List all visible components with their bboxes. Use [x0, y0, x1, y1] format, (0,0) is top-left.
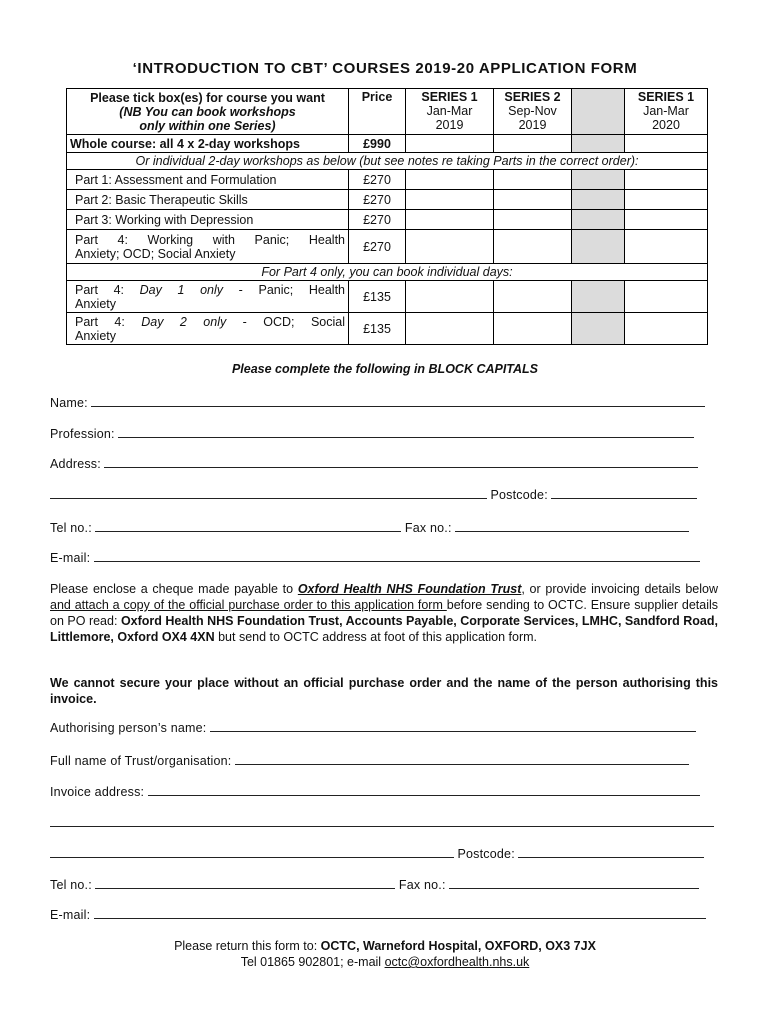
block-capitals-instruction: Please complete the following in BLOCK CAPITALS	[231, 362, 539, 376]
invoice-postcode-field[interactable]	[50, 846, 716, 862]
series-header-3	[625, 89, 708, 135]
supplier-details: Oxford Health NHS Foundation Trust, Accounts Payable, Corporate Services, LMHC, Sandford Road, Littlemore, Oxford OX4 4XN	[50, 614, 718, 644]
tick-box[interactable]	[625, 190, 708, 210]
whole-course-label: Whole course: all 4 x 2-day workshops	[67, 135, 349, 153]
invoice-tel-line[interactable]	[95, 877, 395, 889]
profession-label: Profession:	[50, 427, 115, 441]
profession-line[interactable]	[118, 426, 694, 438]
payment-instructions	[50, 581, 718, 645]
address-label: Address:	[50, 457, 101, 471]
day-topic: - Panic; Health	[223, 282, 346, 297]
invoice-tel-label: Tel no.:	[50, 878, 92, 892]
tick-box[interactable]	[625, 230, 708, 264]
header-line-3: only within one Series)	[139, 118, 276, 133]
series-name: SERIES 1	[421, 90, 478, 104]
tick-box[interactable]	[494, 135, 572, 153]
table-row	[67, 230, 708, 264]
return-label: Please return this form to:	[174, 939, 321, 953]
shaded-cell	[572, 210, 625, 230]
series-months: Sep-Nov	[508, 104, 557, 118]
payment-text: , or provide invoicing details below	[521, 582, 718, 596]
tick-box[interactable]	[625, 281, 708, 313]
invoice-postcode-line[interactable]	[518, 846, 704, 858]
day-label	[67, 281, 349, 313]
invoice-address-line-3[interactable]	[50, 846, 454, 858]
invoice-email-label: E-mail:	[50, 908, 91, 922]
tick-box[interactable]	[406, 210, 494, 230]
name-label: Name:	[50, 396, 88, 410]
payee-name: Oxford Health NHS Foundation Trust	[297, 582, 522, 596]
profession-field[interactable]	[50, 426, 716, 442]
tick-box[interactable]	[494, 230, 572, 264]
invoice-address-field-2[interactable]	[50, 815, 716, 831]
part-label	[67, 230, 349, 264]
tick-box[interactable]	[625, 313, 708, 345]
part-price: £270	[349, 190, 406, 210]
series-name: SERIES 2	[504, 90, 561, 104]
name-field[interactable]	[50, 395, 716, 411]
day-number: Day 1 only	[139, 282, 224, 297]
tick-box[interactable]	[494, 190, 572, 210]
trust-name-field[interactable]	[50, 753, 716, 769]
name-line[interactable]	[91, 395, 705, 407]
tick-box[interactable]	[406, 190, 494, 210]
email-label: E-mail:	[50, 551, 91, 565]
series-header-blank	[572, 89, 625, 135]
day-number: Day 2 only	[141, 314, 227, 329]
authorising-line[interactable]	[210, 720, 696, 732]
return-address: OCTC, Warneford Hospital, OXFORD, OX3 7JX	[320, 939, 596, 953]
postcode-line[interactable]	[551, 487, 697, 499]
return-line	[0, 938, 770, 954]
day-price: £135	[349, 313, 406, 345]
postcode-label: Postcode:	[490, 488, 548, 502]
day-price: £135	[349, 281, 406, 313]
part-price: £270	[349, 210, 406, 230]
individual-workshops-note-row	[67, 153, 708, 170]
email-line[interactable]	[94, 550, 700, 562]
part-label-line-2: Anxiety; OCD; Social Anxiety	[75, 246, 236, 261]
shaded-cell	[572, 135, 625, 153]
invoice-tel-fax-field[interactable]	[50, 877, 716, 893]
invoice-postcode-label: Postcode:	[457, 847, 515, 861]
address-field[interactable]	[50, 456, 716, 472]
contact-telephone: Tel 01865 902801; e-mail	[240, 955, 385, 969]
tick-box[interactable]	[625, 170, 708, 190]
authorising-label: Authorising person’s name:	[50, 721, 207, 735]
whole-course-row	[67, 135, 708, 153]
return-address-footer	[0, 938, 770, 970]
tel-fax-field[interactable]	[50, 520, 716, 536]
series-name: SERIES 1	[637, 90, 695, 104]
day-label	[67, 313, 349, 345]
series-header-2	[494, 89, 572, 135]
invoice-address-field[interactable]	[50, 784, 716, 800]
day-part: Part 4:	[75, 314, 142, 329]
table-header-instructions	[67, 89, 349, 135]
shaded-cell	[572, 313, 625, 345]
course-selection-table	[66, 88, 708, 345]
table-row	[67, 281, 708, 313]
tick-box[interactable]	[494, 170, 572, 190]
part4-days-note: For Part 4 only, you can book individual days:	[67, 264, 708, 281]
tel-line[interactable]	[95, 520, 401, 532]
tick-box[interactable]	[406, 135, 494, 153]
part-label: Part 2: Basic Therapeutic Skills	[67, 190, 349, 210]
trust-line[interactable]	[235, 753, 689, 765]
tick-box[interactable]	[625, 135, 708, 153]
part-label: Part 1: Assessment and Formulation	[67, 170, 349, 190]
series-year: 2020	[652, 118, 680, 132]
fax-label: Fax no.:	[404, 521, 452, 535]
contact-line	[0, 954, 770, 970]
tick-box[interactable]	[625, 210, 708, 230]
purchase-order-note: and attach a copy of the official purchase order to this application form	[50, 598, 447, 612]
address-line-2[interactable]	[50, 487, 487, 499]
day-label-line-2: Anxiety	[75, 328, 116, 343]
shaded-cell	[572, 281, 625, 313]
email-field[interactable]	[50, 550, 716, 566]
table-row	[67, 170, 708, 190]
shaded-cell	[572, 190, 625, 210]
price-header: Price	[349, 89, 406, 135]
day-label-line-2: Anxiety	[75, 296, 116, 311]
header-line-2: (NB You can book workshops	[119, 104, 296, 119]
invoice-fax-line[interactable]	[449, 877, 699, 889]
trust-label: Full name of Trust/organisation:	[50, 754, 232, 768]
part-price: £270	[349, 230, 406, 264]
authorising-person-field[interactable]	[50, 720, 716, 736]
invoice-address-line-2[interactable]	[50, 815, 714, 827]
part-label-line-1: Part 4: Working with Panic; Health	[75, 232, 345, 247]
tick-box[interactable]	[406, 281, 494, 313]
payment-text: but send to OCTC address at foot of this application form.	[214, 630, 538, 644]
header-line-1: Please tick box(es) for course you want	[90, 90, 325, 105]
table-row	[67, 313, 708, 345]
whole-course-price: £990	[349, 135, 406, 153]
table-row	[67, 190, 708, 210]
tick-box[interactable]	[494, 281, 572, 313]
address-line[interactable]	[104, 456, 698, 468]
day-label-line-1	[75, 283, 345, 297]
series-header-1	[406, 89, 494, 135]
day-part: Part 4:	[75, 282, 140, 297]
part4-note-row	[67, 264, 708, 281]
contact-email-link[interactable]: octc@oxfordhealth.nhs.uk	[384, 955, 530, 969]
payment-text: Please enclose a cheque made payable to	[50, 582, 298, 596]
day-topic: - OCD; Social	[226, 314, 346, 329]
address-postcode-field[interactable]	[50, 487, 716, 503]
tel-label: Tel no.:	[50, 521, 92, 535]
individual-workshops-note: Or individual 2-day workshops as below (but see notes re taking Parts in the correct order):	[67, 153, 708, 170]
tick-box[interactable]	[494, 210, 572, 230]
invoice-email-line[interactable]	[94, 907, 706, 919]
tick-box[interactable]	[406, 230, 494, 264]
table-header-row	[67, 89, 708, 135]
invoice-email-field[interactable]	[50, 907, 716, 923]
payment-text: before sending to OCTC. Ensure supplier details on PO read:	[50, 598, 719, 628]
invoice-fax-label: Fax no.:	[398, 878, 446, 892]
part-price: £270	[349, 170, 406, 190]
shaded-cell	[572, 170, 625, 190]
tick-box[interactable]	[406, 313, 494, 345]
series-months: Jan-Mar	[643, 104, 689, 118]
series-year: 2019	[518, 118, 547, 132]
tick-box[interactable]	[406, 170, 494, 190]
series-months: Jan-Mar	[426, 104, 473, 118]
table-row	[67, 210, 708, 230]
tick-box[interactable]	[494, 313, 572, 345]
invoice-address-line[interactable]	[148, 784, 700, 796]
form-title: ‘INTRODUCTION TO CBT’ COURSES 2019-20 APPLICATION FORM	[132, 60, 638, 77]
purchase-order-warning: We cannot secure your place without an official purchase order and the name of the person authorising this invoice.	[50, 676, 718, 706]
series-year: 2019	[435, 118, 464, 132]
fax-line[interactable]	[455, 520, 689, 532]
shaded-cell	[572, 230, 625, 264]
invoice-address-label: Invoice address:	[50, 785, 145, 799]
part-label: Part 3: Working with Depression	[67, 210, 349, 230]
day-label-line-1	[75, 315, 345, 329]
